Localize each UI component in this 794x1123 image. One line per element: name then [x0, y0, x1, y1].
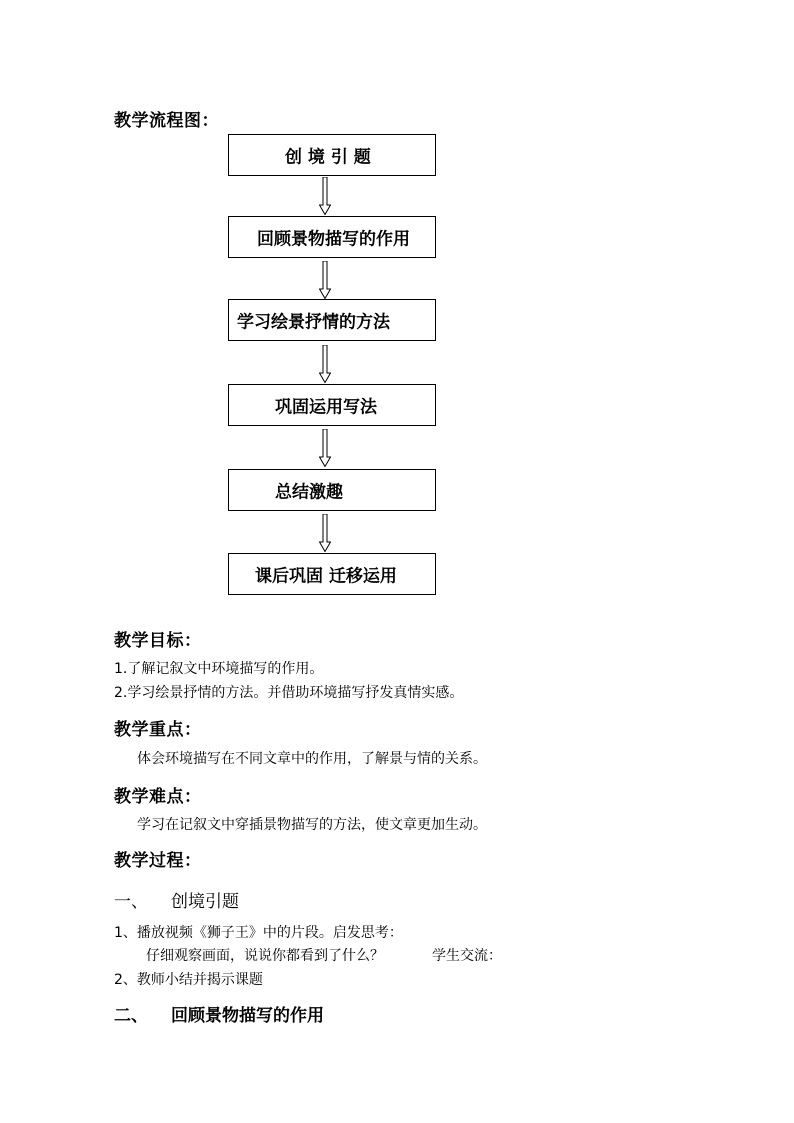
section-title: 回顾景物描写的作用 [171, 1006, 324, 1026]
flow-step-box [228, 299, 436, 341]
down-arrow-icon [319, 261, 331, 299]
flow-step-label: 回顾景物描写的作用 [257, 229, 410, 250]
flow-step-box [228, 216, 436, 258]
process-heading: 教学过程： [114, 851, 202, 871]
flow-step-label: 巩固运用写法 [275, 397, 377, 418]
flow-step-label: 创 境 引 题 [285, 147, 371, 168]
process-line: 仔细观察画面，说说你都看到了什么？ [146, 948, 384, 964]
section-number: 二、 [114, 1006, 148, 1026]
down-arrow-icon [319, 514, 331, 552]
down-arrow-icon [319, 429, 331, 467]
section-number: 一、 [114, 892, 148, 912]
flowchart-heading: 教学流程图： [114, 111, 219, 131]
flow-step-label: 总结激趣 [275, 482, 343, 503]
difficulty-heading: 教学难点： [114, 787, 202, 807]
flow-step-box [228, 553, 436, 595]
flow-step-label: 课后巩固 迁移运用 [255, 566, 397, 587]
section-title: 创境引题 [171, 892, 239, 912]
flow-step-box [228, 469, 436, 511]
process-line: 学生交流： [432, 948, 502, 964]
down-arrow-icon [319, 345, 331, 383]
key-point-text: 体会环境描写在不同文章中的作用，了解景与情的关系。 [137, 751, 487, 767]
process-line: 1、播放视频《狮子王》中的片段。启发思考： [114, 925, 403, 941]
process-line: 2、教师小结并揭示课题 [114, 972, 263, 988]
difficulty-text: 学习在记叙文中穿插景物描写的方法，使文章更加生动。 [137, 817, 487, 833]
key-point-heading: 教学重点： [114, 720, 202, 740]
objective-item: 2.学习绘景抒情的方法。并借助环境描写抒发真情实感。 [114, 685, 464, 701]
flow-step-label: 学习绘景抒情的方法 [237, 312, 390, 333]
objective-item: 1.了解记叙文中环境描写的作用。 [114, 661, 324, 677]
objectives-heading: 教学目标： [114, 631, 202, 651]
flow-step-box [228, 384, 436, 426]
down-arrow-icon [319, 177, 331, 215]
flow-step-box [228, 134, 436, 176]
